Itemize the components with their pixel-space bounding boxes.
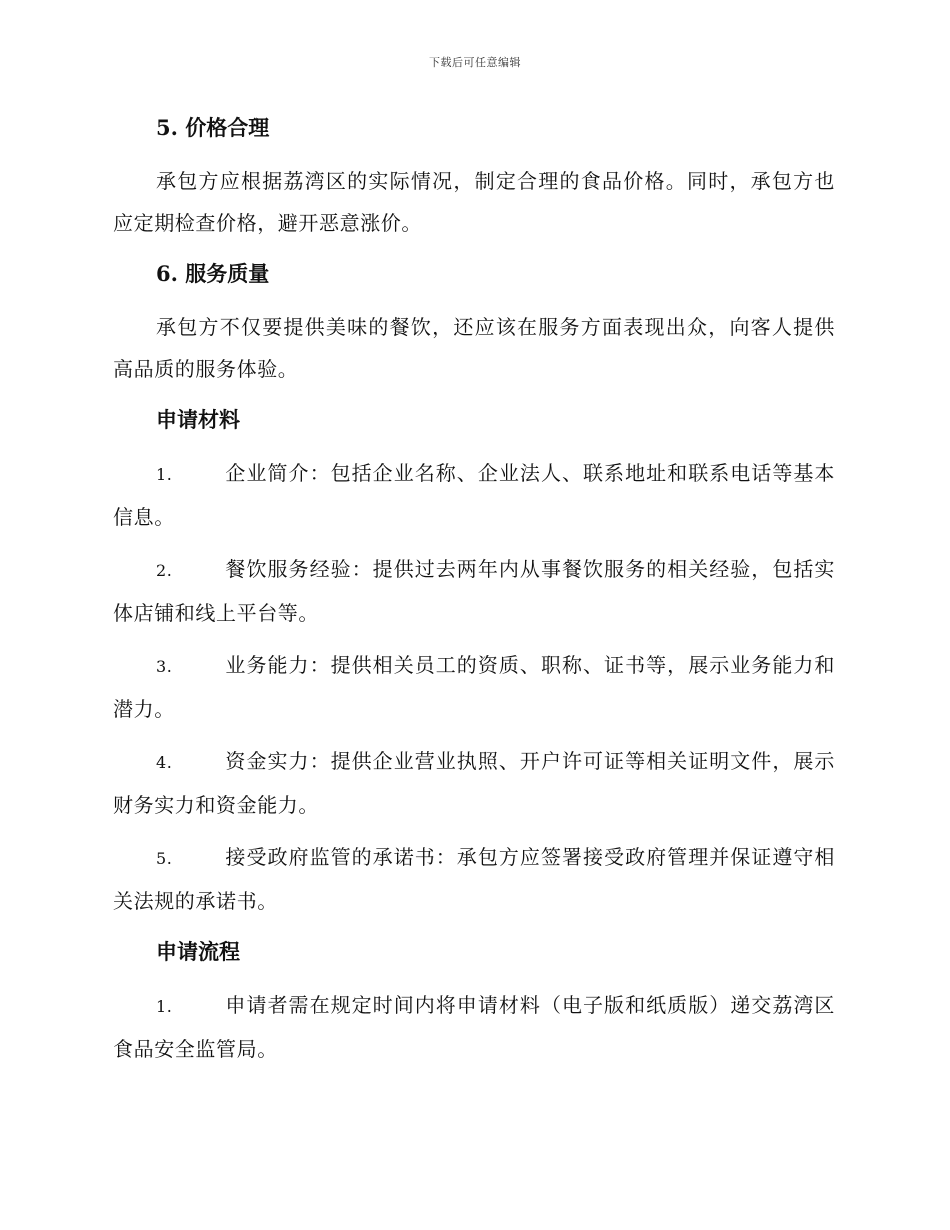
section-heading-process: 申请流程 (156, 939, 240, 964)
section-paragraph-service: 承包方不仅要提供美味的餐饮，还应该在服务方面表现出众，向客人提供高品质的服务体验。 (113, 315, 835, 381)
list-item (113, 740, 835, 826)
list-item-number: 2. (156, 561, 173, 580)
list-item-number: 4. (156, 753, 173, 772)
list-item-text: 餐饮服务经验：提供过去两年内从事餐饮服务的相关经验，包括实体店铺和线上平台等。 (113, 557, 835, 625)
section-paragraph-price: 承包方应根据荔湾区的实际情况，制定合理的食品价格。同时，承包方也应定期检查价格，避开恶意涨价。 (113, 169, 835, 235)
list-item (113, 836, 835, 922)
list-item-number: 5. (156, 849, 173, 868)
section-heading-service: 6. 服务质量 (156, 261, 270, 286)
list-item-text: 申请者需在规定时间内将申请材料（电子版和纸质版）递交荔湾区食品安全监管局。 (113, 993, 835, 1061)
list-item-text: 企业简介：包括企业名称、企业法人、联系地址和联系电话等基本信息。 (113, 461, 835, 529)
list-item-text: 接受政府监管的承诺书：承包方应签署接受政府管理并保证遵守相关法规的承诺书。 (113, 845, 835, 913)
header-note: 下载后可任意编辑 (429, 56, 521, 69)
list-item-number: 1. (156, 997, 173, 1016)
section-heading-materials: 申请材料 (156, 407, 240, 432)
list-item-number: 1. (156, 465, 173, 484)
list-item-text: 业务能力：提供相关员工的资质、职称、证书等，展示业务能力和潜力。 (113, 653, 835, 721)
list-item (113, 984, 835, 1070)
list-item (113, 644, 835, 730)
list-item (113, 548, 835, 634)
document-body (113, 108, 835, 1080)
list-item-number: 3. (156, 657, 173, 676)
list-item (113, 452, 835, 538)
section-heading-price: 5. 价格合理 (156, 115, 270, 140)
list-item-text: 资金实力：提供企业营业执照、开户许可证等相关证明文件，展示财务实力和资金能力。 (113, 749, 835, 817)
